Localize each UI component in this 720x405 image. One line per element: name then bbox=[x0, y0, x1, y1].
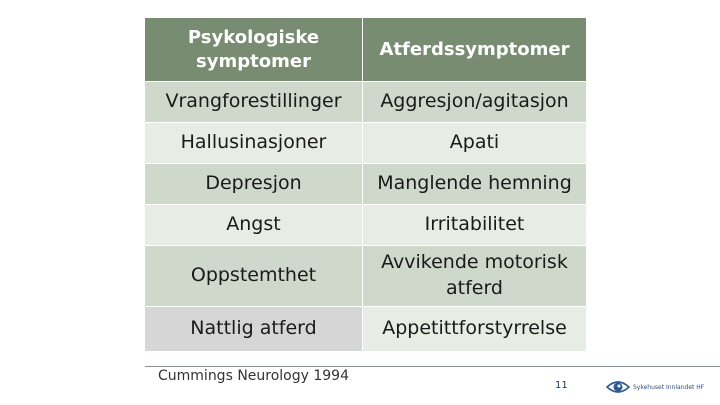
logo-text: Sykehuset Innlandet HF bbox=[633, 383, 705, 391]
column-header-behavioral: Atferdssymptomer bbox=[363, 18, 587, 82]
hospital-logo bbox=[605, 374, 715, 400]
table-cell: Appetittforstyrrelse bbox=[363, 307, 587, 352]
table-cell: Nattlig atferd bbox=[145, 307, 363, 352]
eye-logo-icon bbox=[605, 375, 631, 399]
table-cell: Aggresjon/agitasjon bbox=[363, 82, 587, 123]
table-cell: Manglende hemning bbox=[363, 164, 587, 205]
table-cell: Irritabilitet bbox=[363, 205, 587, 246]
table-cell: Apati bbox=[363, 123, 587, 164]
table-cell: Hallusinasjoner bbox=[145, 123, 363, 164]
symptom-table bbox=[145, 18, 587, 352]
page-number: 11 bbox=[555, 380, 568, 391]
table-cell: Avvikende motorisk atferd bbox=[363, 246, 587, 307]
table-cell: Depresjon bbox=[145, 164, 363, 205]
table-cell: Angst bbox=[145, 205, 363, 246]
source-citation: Cummings Neurology 1994 bbox=[158, 368, 349, 384]
column-header-psychological: Psykologiske symptomer bbox=[145, 18, 363, 82]
footer-divider bbox=[145, 366, 720, 367]
table-cell: Vrangforestillinger bbox=[145, 82, 363, 123]
table-cell: Oppstemthet bbox=[145, 246, 363, 307]
